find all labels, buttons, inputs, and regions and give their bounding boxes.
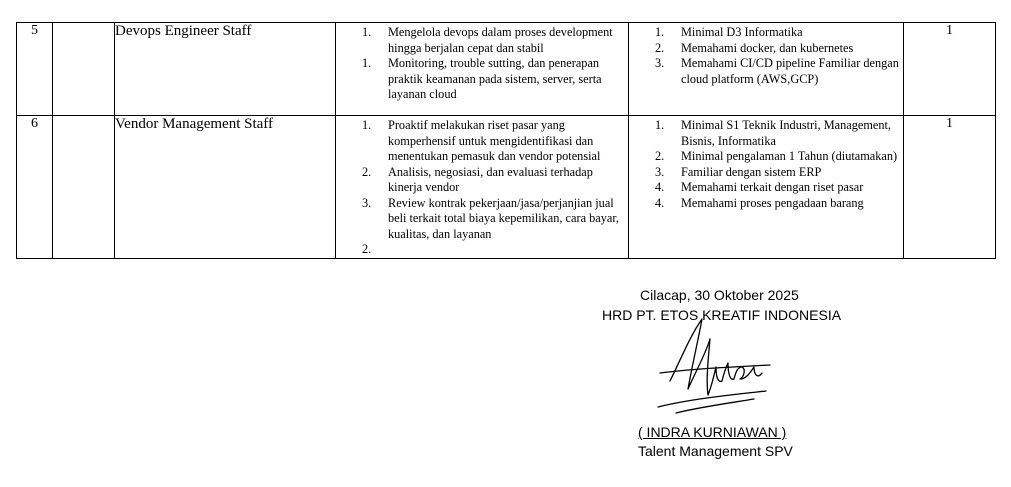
table-row <box>17 116 996 259</box>
list-item-text: Memahami terkait dengan riset pasar <box>681 180 864 194</box>
requirements-list <box>629 23 903 87</box>
list-item <box>362 242 628 258</box>
list-marker: 4. <box>655 180 665 194</box>
list-marker: 1. <box>362 56 372 70</box>
position-name: Vendor Management Staff <box>115 116 336 259</box>
job-description-list <box>336 23 628 103</box>
list-item <box>655 118 903 149</box>
list-item <box>362 164 628 196</box>
row-number: 5 <box>17 23 53 116</box>
job-description-list <box>336 116 628 258</box>
list-marker: 1. <box>655 25 665 39</box>
signatory-name: ( INDRA KURNIAWAN ) <box>638 424 787 440</box>
table-row <box>17 23 996 116</box>
job-vacancy-table <box>16 22 996 259</box>
list-marker: 2. <box>655 40 665 55</box>
empty-cell <box>53 23 115 116</box>
list-item-text: Memahami proses pengadaan barang <box>681 195 864 210</box>
list-item <box>655 56 903 87</box>
requirements-cell <box>629 23 904 116</box>
list-marker: 3. <box>362 195 372 210</box>
list-marker: 1. <box>655 118 665 132</box>
requirements-cell <box>629 116 904 259</box>
list-item-text: Proaktif melakukan riset pasar yang komperhensif untuk mengidentifikasi dan menentukan pemasuk dan vendor potensial <box>388 118 601 163</box>
list-marker: 3. <box>655 164 665 179</box>
list-item <box>655 180 903 196</box>
position-name: Devops Engineer Staff <box>115 23 336 116</box>
list-marker: 1. <box>362 118 372 132</box>
list-item-text: Mengelola devops dalam proses development hingga berjalan cepat dan stabil <box>388 25 613 55</box>
list-item <box>655 195 903 212</box>
list-item <box>655 149 903 165</box>
list-marker: 2. <box>362 164 372 179</box>
list-marker: 4. <box>655 195 665 210</box>
list-marker: 3. <box>655 56 665 70</box>
list-item-text: Review kontrak pekerjaan/jasa/perjanjian jual beli terkait total biaya kepemilikan, cara bayar, kualitas, dan layanan <box>388 195 619 241</box>
quantity: 1 <box>904 116 996 259</box>
list-item <box>655 25 903 41</box>
list-marker: 1. <box>362 25 372 39</box>
list-item <box>362 195 628 243</box>
list-marker: 2. <box>655 149 665 163</box>
requirements-list <box>629 116 903 211</box>
list-item <box>362 25 628 56</box>
place-date: Cilacap, 30 Oktober 2025 <box>640 287 799 303</box>
job-description-cell <box>336 23 629 116</box>
list-item <box>655 40 903 57</box>
empty-cell <box>53 116 115 259</box>
row-number: 6 <box>17 116 53 259</box>
list-item-text: Minimal S1 Teknik Industri, Management, Bisnis, Informatika <box>681 118 891 148</box>
list-item <box>655 164 903 181</box>
list-item-text: Familiar dengan sistem ERP <box>681 164 822 179</box>
list-item-text: Analisis, negosiasi, dan evaluasi terhadap kinerja vendor <box>388 164 593 194</box>
list-item-text: Memahami docker, dan kubernetes <box>681 40 854 55</box>
list-marker: 2. <box>362 242 372 256</box>
list-item-text: Monitoring, trouble sutting, dan penerapan praktik keamanan pada sistem, server, serta layanan cloud <box>388 56 602 101</box>
signatory-title: Talent Management SPV <box>638 443 793 459</box>
list-item <box>362 118 628 165</box>
quantity: 1 <box>904 23 996 116</box>
job-description-cell <box>336 116 629 259</box>
list-item-text: Memahami CI/CD pipeline Familiar dengan cloud platform (AWS,GCP) <box>681 56 899 86</box>
list-item-text: Minimal pengalaman 1 Tahun (diutamakan) <box>681 149 898 163</box>
organization-name: HRD PT. ETOS KREATIF INDONESIA <box>602 307 842 323</box>
list-item-text: Minimal D3 Informatika <box>681 25 803 39</box>
handwritten-signature <box>650 311 780 421</box>
list-item <box>362 56 628 103</box>
